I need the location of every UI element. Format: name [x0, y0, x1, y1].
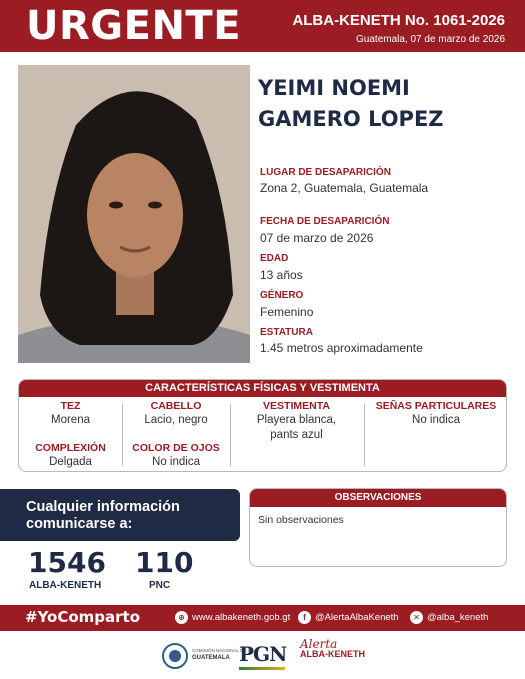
pgn-text: PGN — [239, 642, 287, 666]
logo-strip — [0, 637, 525, 677]
complexion-value: Delgada — [49, 456, 92, 468]
observations-text: Sin observaciones — [258, 514, 344, 526]
gender-label: GÉNERO — [260, 290, 304, 301]
footer-bar — [0, 605, 525, 631]
phone-pnc-label: PNC — [149, 580, 171, 591]
x-icon: ✕ — [410, 611, 423, 624]
government-logo-line1: COMISIÓN NACIONAL DE LA — [192, 648, 254, 653]
contact-line2: comunicarse a: — [26, 516, 133, 532]
alerta-word: Alerta — [300, 637, 338, 651]
observations-panel — [249, 488, 507, 567]
characteristics-title: CARACTERÍSTICAS FÍSICAS Y VESTIMENTA — [19, 380, 506, 397]
marks-column — [364, 400, 507, 427]
person-first-names: YEIMI NOEMI — [258, 76, 410, 100]
x-text: @alba_keneth — [427, 612, 489, 623]
tez-column — [19, 400, 122, 427]
characteristics-panel — [18, 379, 507, 472]
eye-color-value: No indica — [152, 456, 200, 468]
gender-value: Femenino — [260, 305, 314, 319]
phone-pnc: 110 — [135, 546, 194, 579]
clothing-value-line2: pants azul — [270, 429, 323, 441]
eye-color-label: COLOR DE OJOS — [132, 442, 220, 454]
clothing-column — [230, 400, 363, 442]
eye-color-column — [122, 442, 230, 469]
alert-number: ALBA-KENETH No. 1061-2026 — [292, 12, 505, 29]
complexion-label: COMPLEXIÓN — [35, 442, 106, 454]
tez-label: TEZ — [60, 400, 81, 412]
website-link[interactable] — [175, 611, 290, 624]
contact-line1: Cualquier información — [26, 499, 180, 515]
urgent-title: URGENTE — [26, 3, 242, 49]
phone-alba-keneth-label: ALBA-KENETH — [29, 580, 102, 591]
person-last-names: GAMERO LOPEZ — [258, 107, 444, 131]
globe-icon: ⊕ — [175, 611, 188, 624]
observations-title: OBSERVACIONES — [250, 489, 506, 507]
complexion-column — [19, 442, 122, 469]
alerta-name: ALBA-KENETH — [300, 649, 365, 659]
height-label: ESTATURA — [260, 327, 313, 338]
clothing-label: VESTIMENTA — [263, 400, 330, 412]
marks-value: No indica — [412, 414, 460, 426]
website-text: www.albakeneth.gob.gt — [192, 612, 291, 623]
government-logo-line2: GUATEMALA — [192, 655, 230, 661]
marks-label: SEÑAS PARTICULARES — [375, 400, 497, 412]
age-label: EDAD — [260, 253, 289, 264]
age-value: 13 años — [260, 268, 303, 282]
phone-alba-keneth: 1546 — [28, 546, 106, 579]
missing-person-photo — [18, 65, 250, 363]
place-label: LUGAR DE DESAPARICIÓN — [260, 167, 391, 178]
facebook-text: @AlertaAlbaKeneth — [315, 612, 399, 623]
height-value: 1.45 metros aproximadamente — [260, 341, 423, 355]
cabello-column — [122, 400, 230, 427]
facebook-icon: f — [298, 611, 311, 624]
pgn-logo — [239, 642, 286, 670]
date-label: FECHA DE DESAPARICIÓN — [260, 216, 390, 227]
contact-banner — [0, 489, 240, 541]
cabello-label: CABELLO — [150, 400, 202, 412]
alert-date: Guatemala, 07 de marzo de 2026 — [356, 34, 505, 45]
x-link[interactable] — [410, 611, 488, 624]
tez-value: Morena — [51, 414, 90, 426]
person-name — [258, 73, 518, 135]
place-value: Zona 2, Guatemala, Guatemala — [260, 181, 429, 195]
clothing-value-line1: Playera blanca, — [256, 414, 337, 426]
government-logo — [162, 639, 254, 678]
hashtag: #YoComparto — [25, 608, 141, 626]
cabello-value: Lacio, negro — [144, 414, 208, 426]
facebook-link[interactable] — [298, 611, 399, 624]
date-value: 07 de marzo de 2026 — [260, 231, 374, 245]
alba-keneth-logo — [300, 637, 365, 659]
header-banner — [0, 0, 525, 52]
